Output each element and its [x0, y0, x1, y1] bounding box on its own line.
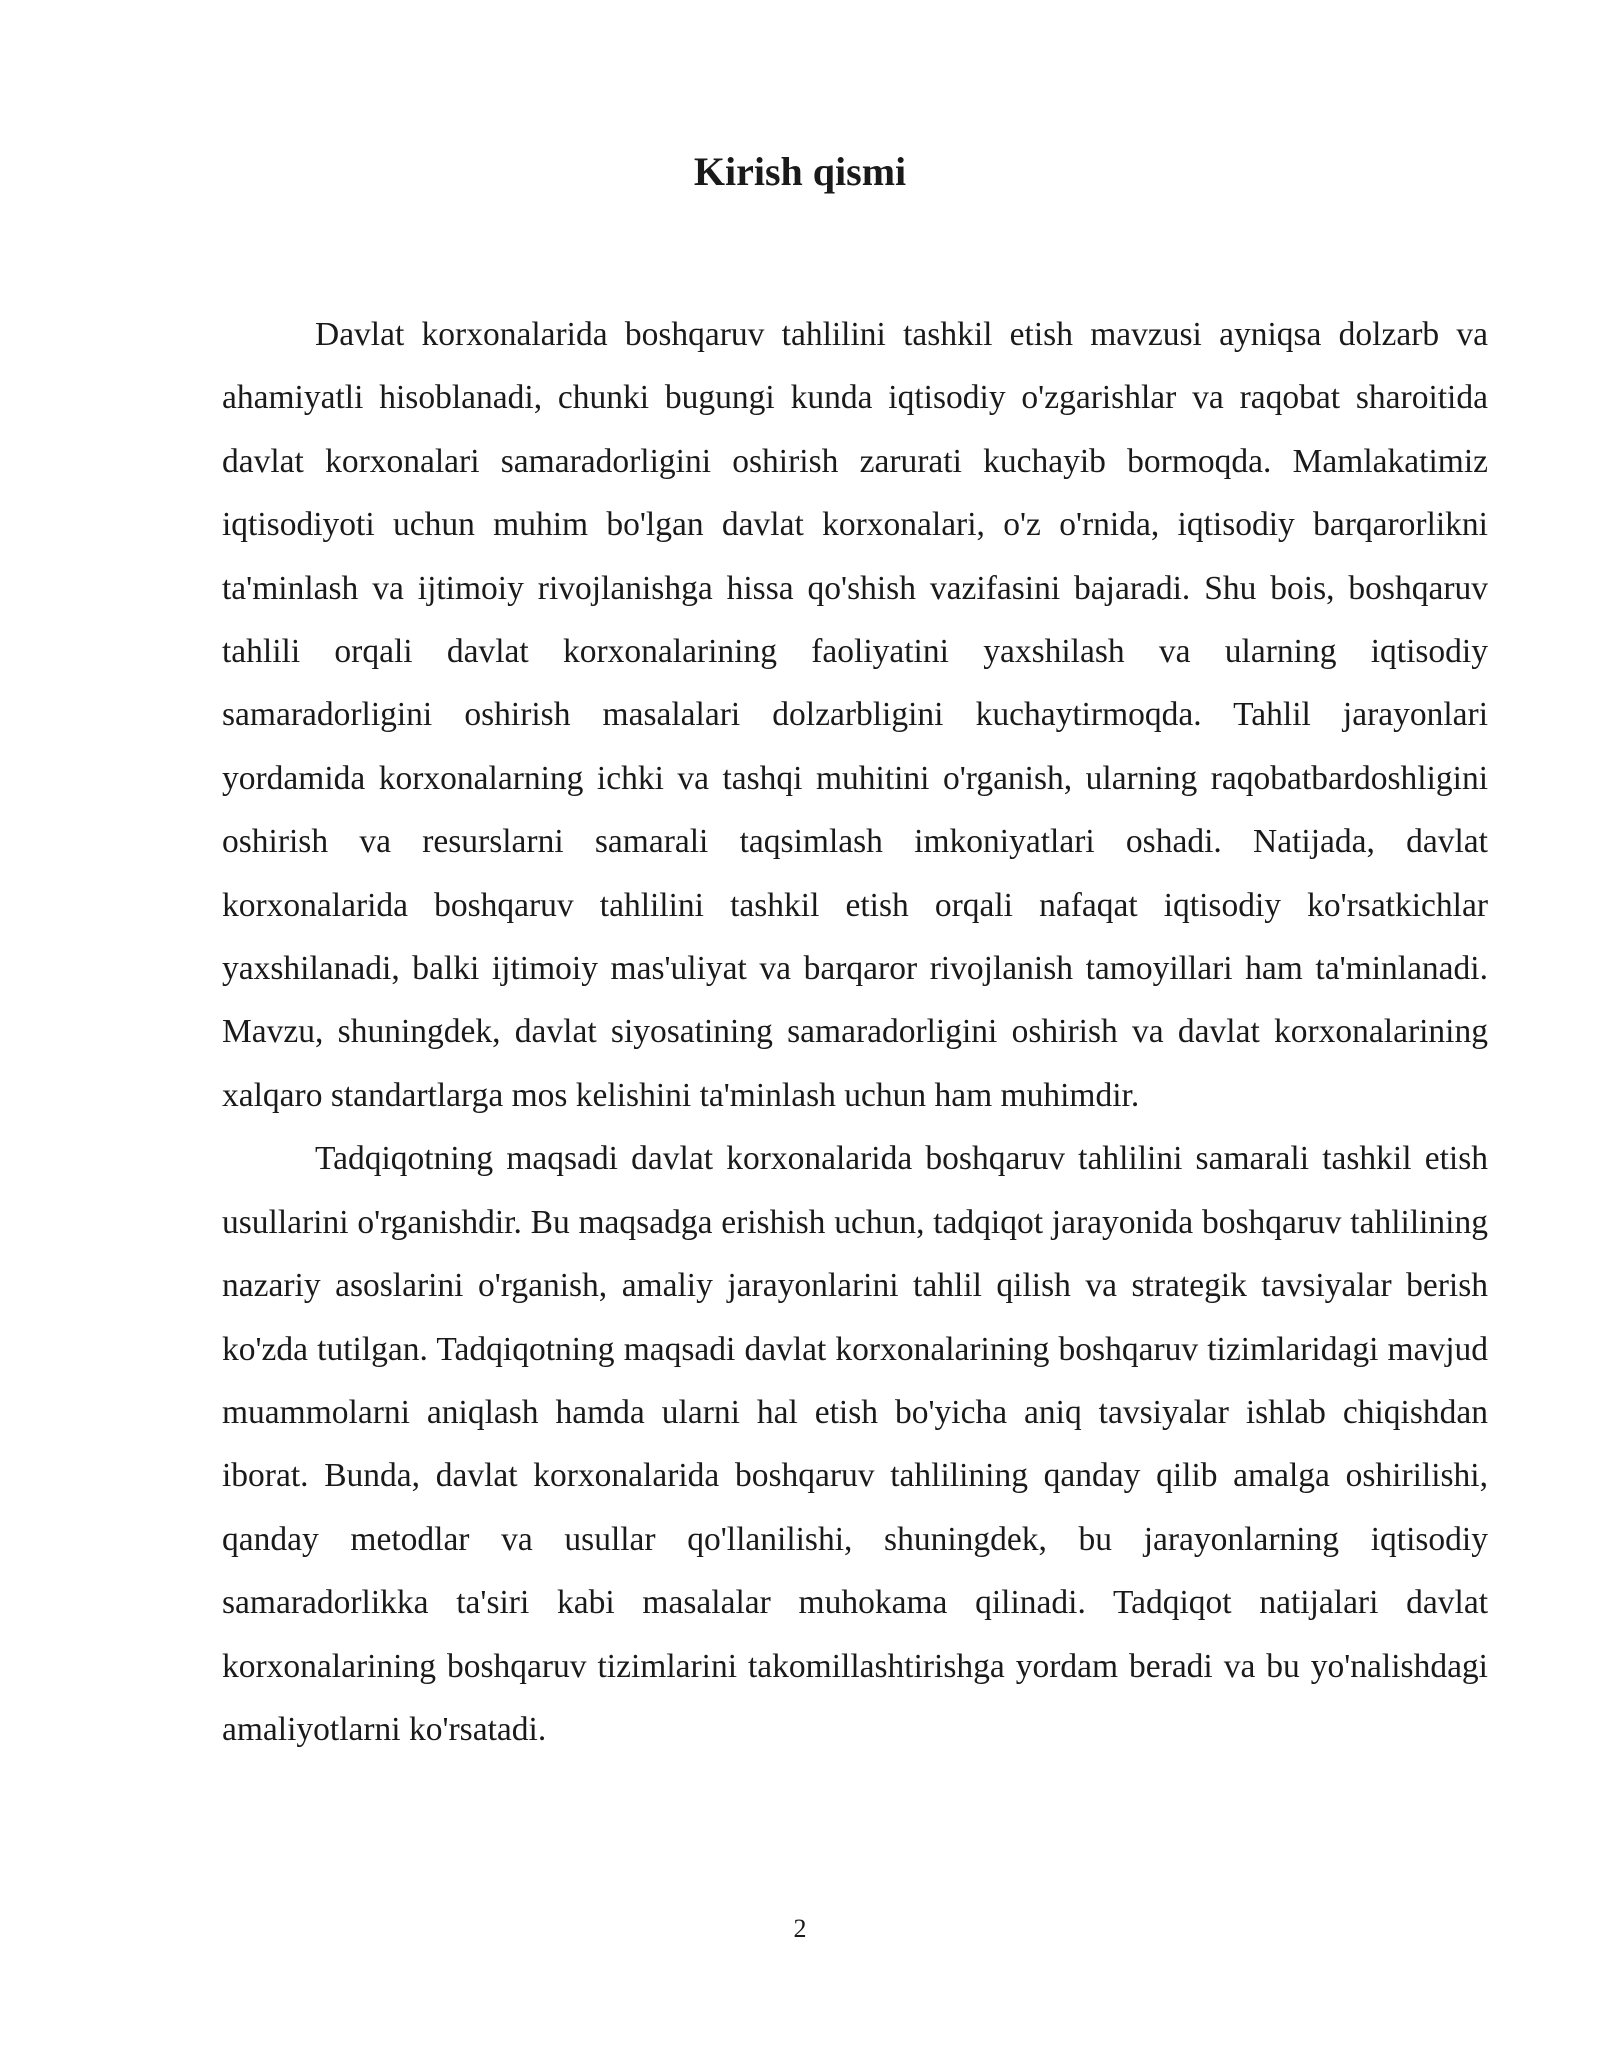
page-number: 2	[793, 1914, 807, 1943]
paragraph-introduction: Davlat korxonalarida boshqaruv tahlilini tashkil etish mavzusi ayniqsa dolzarb va ahamiyatli hisoblanadi, chunki bugungi kunda iqtisodiy o'zgarishlar va raqobat sharoitida davlat korxonalari samaradorligini oshirish zarurati kuchayib bormoqda. Mamlakatimiz iqtisodiyoti uchun muhim bo'lgan davlat korxonalari, o'z o'rnida, iqtisodiy barqarorlikni ta'minlash va ijtimoiy rivojlanishga hissa qo'shish vazifasini bajaradi. Shu bois, boshqaruv tahlili orqali davlat korxonalarining faoliyatini yaxshilash va ularning iqtisodiy samaradorligini oshirish masalalari dolzarbligini kuchaytirmoqda. Tahlil jarayonlari yordamida korxonalarning ichki va tashqi muhitini o'rganish, ularning raqobatbardoshligini oshirish va resurslarni samarali taqsimlash imkoniyatlari oshadi. Natijada, davlat korxonalarida boshqaruv tahlilini tashkil etish orqali nafaqat iqtisodiy ko'rsatkichlar yaxshilanadi, balki ijtimoiy mas'uliyat va barqaror rivojlanish tamoyillari ham ta'minlanadi. Mavzu, shuningdek, davlat siyosatining samaradorligini oshirish va davlat korxonalarining xalqaro standartlarga mos kelishini ta'minlash uchun ham muhimdir.	[222, 316, 1488, 1114]
section-title: Kirish qismi	[693, 149, 907, 194]
paragraph-research-goal: Tadqiqotning maqsadi davlat korxonalarida boshqaruv tahlilini samarali tashkil etish usullarini o'rganishdir. Bu maqsadga erishish uchun, tadqiqot jarayonida boshqaruv tahlilining nazariy asoslarini o'rganish, amaliy jarayonlarini tahlil qilish va strategik tavsiyalar berish ko'zda tutilgan. Tadqiqotning maqsadi davlat korxonalarining boshqaruv tizimlaridagi mavjud muammolarni aniqlash hamda ularni hal etish bo'yicha aniq tavsiyalar ishlab chiqishdan iborat. Bunda, davlat korxonalarida boshqaruv tahlilining qanday qilib amalga oshirilishi, qanday metodlar va usullar qo'llanilishi, shuningdek, bu jarayonlarning iqtisodiy samaradorlikka ta'siri kabi masalalar muhokama qilinadi. Tadqiqot natijalari davlat korxonalarining boshqaruv tizimlarini takomillashtirishga yordam beradi va bu yo'nalishdagi amaliyotlarni ko'rsatadi.	[222, 1140, 1488, 1748]
document-body	[222, 303, 1488, 1761]
